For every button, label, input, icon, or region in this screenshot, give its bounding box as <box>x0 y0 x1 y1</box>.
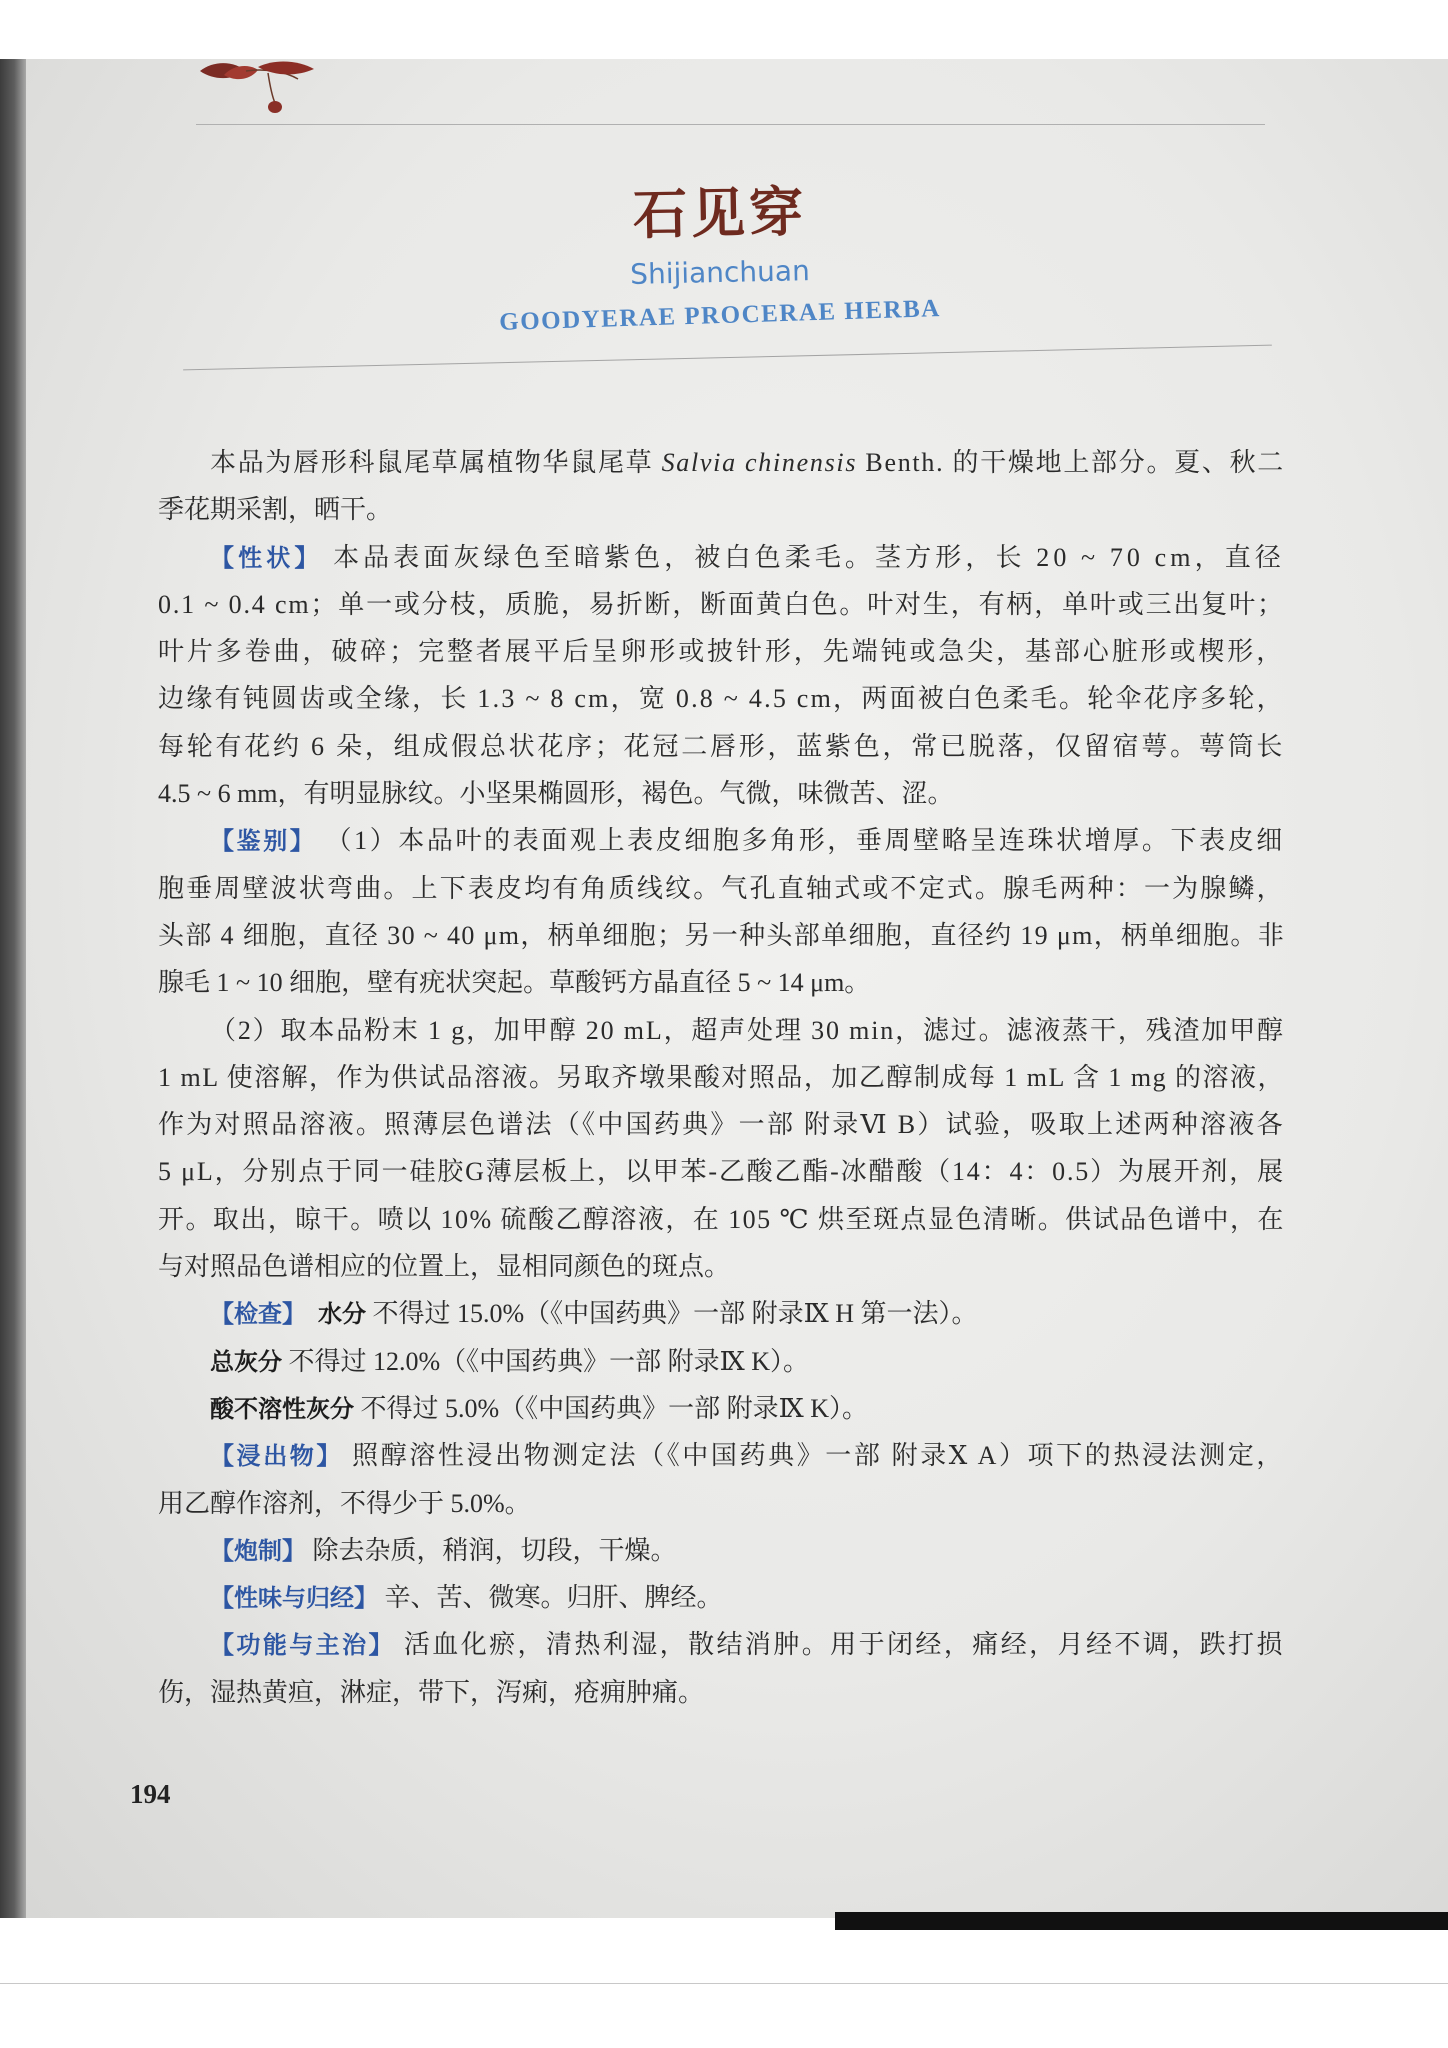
section-label: 【性味与归经】 <box>210 1584 378 1613</box>
section-label: 【浸出物】 <box>210 1442 343 1471</box>
monograph-title: 石见穿 <box>632 179 808 247</box>
text-run: （2）取本品粉末 1 g，加甲醇 20 mL，超声处理 30 min，滤过。滤液蒸干，残渣加甲醇 <box>210 1015 1285 1045</box>
leaf-ornament-icon <box>196 59 321 114</box>
monograph-paragraph <box>158 1432 1285 1527</box>
text-run: 本品表面灰绿色至暗紫色，被白色柔毛。茎方形，长 20 ~ 70 cm，直径 <box>322 542 1285 572</box>
text-line-content <box>158 959 870 1006</box>
page-number: 194 <box>130 1779 171 1809</box>
section-label: 【炮制】 <box>210 1536 306 1565</box>
latin-binomial: Salvia chinensis <box>661 448 858 477</box>
text-line-content <box>158 1669 704 1716</box>
monograph-heading <box>320 59 1120 359</box>
monograph-paragraph <box>158 534 1285 818</box>
monograph-paragraph <box>158 1290 1285 1337</box>
text-run: 不得过 15.0%（《中国药典》一部 附录Ⅸ H 第一法）。 <box>366 1299 978 1329</box>
text-line-content <box>210 1621 1285 1669</box>
text-line-content <box>210 534 1285 582</box>
text-run: 本品为唇形科鼠尾草属植物华鼠尾草 <box>210 448 662 477</box>
text-run: 1 mL 使溶解，作为供试品溶液。另取齐墩果酸对照品，加乙醇制成每 1 mL 含 1 mg 的溶液， <box>158 1062 1286 1092</box>
text-line-content <box>158 486 392 533</box>
text-line-content <box>210 1574 723 1622</box>
text-run: 头部 4 细胞，直径 30 ~ 40 μm，柄单细胞；另一种头部单细胞，直径约 19 μm，柄单细胞。非 <box>158 920 1286 950</box>
monograph-paragraph <box>158 1007 1285 1291</box>
section-label: 【检查】 <box>210 1300 306 1329</box>
text-run: 胞垂周壁波状弯曲。上下表皮均有角质线纹。气孔直轴式或不定式。腺毛两种：一为腺鳞， <box>158 873 1285 903</box>
text-line-content <box>210 1338 809 1386</box>
text-line <box>158 1480 1285 1527</box>
text-line-content <box>158 770 954 817</box>
text-line-content <box>158 865 1285 912</box>
item-term: 酸不溶性灰分 <box>210 1394 354 1423</box>
text-line <box>158 1338 1285 1385</box>
item-term: 水分 <box>318 1300 366 1329</box>
book-spine-edge <box>0 59 26 1918</box>
text-run: 作为对照品溶液。照薄层色谱法（《中国药典》一部 附录Ⅵ B）试验，吸取上述两种溶液各 <box>158 1110 1285 1140</box>
text-line <box>158 581 1285 628</box>
scan-separator-line <box>0 1983 1448 1984</box>
text-line <box>158 959 1285 1006</box>
text-run: 叶片多卷曲，破碎；完整者展平后呈卵形或披针形，先端钝或急尖，基部心脏形或楔形， <box>158 637 1286 667</box>
text-line <box>158 1243 1285 1290</box>
text-line <box>158 439 1285 486</box>
text-run: 用乙醇作溶剂，不得少于 5.0%。 <box>158 1488 531 1518</box>
text-line-content <box>210 1007 1285 1054</box>
text-run: 活血化瘀，清热利湿，散结消肿。用于闭经，痛经，月经不调，跌打损 <box>394 1630 1285 1660</box>
section-label: 【性状】 <box>210 543 323 572</box>
text-line <box>158 817 1285 864</box>
text-run: 边缘有钝圆齿或全缘，长 1.3 ~ 8 cm，宽 0.8 ~ 4.5 cm，两面被白色柔毛。轮伞花序多轮， <box>158 684 1285 714</box>
text-line <box>158 675 1285 722</box>
text-line-content <box>158 1054 1285 1101</box>
monograph-body <box>158 439 1285 1716</box>
text-line <box>158 770 1285 817</box>
text-line <box>158 1574 1285 1621</box>
item-term: 总灰分 <box>210 1347 282 1376</box>
text-line <box>158 1621 1285 1668</box>
text-run: 不得过 5.0%（《中国药典》一部 附录Ⅸ K）。 <box>354 1393 869 1423</box>
text-run: 与对照品色谱相应的位置上，显相同颜色的斑点。 <box>158 1252 731 1282</box>
text-line <box>158 1385 1285 1432</box>
text-line <box>158 1290 1285 1337</box>
monograph-paragraph <box>158 1385 1285 1432</box>
section-label: 【功能与主治】 <box>210 1631 395 1660</box>
section-label: 【鉴别】 <box>210 827 317 856</box>
text-line-content <box>158 1196 1285 1243</box>
text-line <box>158 1148 1285 1195</box>
monograph-paragraph <box>158 817 1285 1006</box>
text-line-content <box>158 1243 730 1290</box>
text-line-content <box>210 439 1285 486</box>
text-run: 照醇溶性浸出物测定法（《中国药典》一部 附录Ⅹ A）项下的热浸法测定， <box>343 1441 1285 1471</box>
text-run: 除去杂质，稍润，切段，干燥。 <box>306 1535 677 1565</box>
text-line-content <box>158 912 1285 959</box>
text-run: 辛、苦、微寒。归肝、脾经。 <box>378 1583 723 1613</box>
text-line <box>158 1054 1285 1101</box>
text-run: 季花期采割，晒干。 <box>158 495 393 525</box>
text-line <box>158 1101 1285 1148</box>
monograph-paragraph <box>158 1574 1285 1621</box>
text-line-content <box>158 628 1285 675</box>
text-line <box>158 723 1285 770</box>
text-line <box>158 628 1285 675</box>
text-line-content <box>210 1527 677 1575</box>
text-run: Benth. 的干燥地上部分。夏、秋二 <box>857 448 1286 477</box>
text-line-content <box>210 1385 868 1433</box>
text-line <box>158 1432 1285 1479</box>
text-run: 4.5 ~ 6 mm，有明显脉纹。小坚果椭圆形，褐色。气微，味微苦、涩。 <box>158 779 954 809</box>
text-line-content <box>210 1290 978 1338</box>
text-run: （1）本品叶的表面观上表皮细胞多角形，垂周壁略呈连珠状增厚。下表皮细 <box>316 826 1285 856</box>
text-line-content <box>158 675 1285 722</box>
scan-edge-bar <box>835 1912 1448 1930</box>
text-line-content <box>158 581 1285 628</box>
text-line-content <box>210 1432 1285 1480</box>
text-run: 腺毛 1 ~ 10 细胞，壁有疣状突起。草酸钙方晶直径 5 ~ 14 μm。 <box>158 968 871 998</box>
text-line <box>158 486 1285 533</box>
text-line-content <box>158 1148 1285 1195</box>
text-line <box>158 865 1285 912</box>
text-run: 每轮有花约 6 朵，组成假总状花序；花冠二唇形，蓝紫色，常已脱落，仅留宿萼。萼筒长 <box>158 731 1286 761</box>
text-run: 开。取出，晾干。喷以 10% 硫酸乙醇溶液，在 105 ℃ 烘至斑点显色清晰。供试品色谱中，在 <box>158 1204 1285 1234</box>
text-run: 不得过 12.0%（《中国药典》一部 附录Ⅸ K）。 <box>282 1346 810 1376</box>
text-line <box>158 1007 1285 1054</box>
text-run: 伤，湿热黄疸，淋症，带下，泻痢，疮痈肿痛。 <box>158 1677 705 1707</box>
text-line <box>158 912 1285 959</box>
text-line-content <box>158 1101 1285 1148</box>
text-line-content <box>210 817 1285 865</box>
text-line-content <box>158 1480 531 1527</box>
monograph-paragraph <box>158 1621 1285 1716</box>
monograph-paragraph <box>158 1338 1285 1385</box>
text-run: 0.1 ~ 0.4 cm；单一或分枝，质脆，易折断，断面黄白色。叶对生，有柄，单叶或三出复叶； <box>158 589 1285 619</box>
text-run: 5 μL，分别点于同一硅胶G薄层板上，以甲苯-乙酸乙酯-冰醋酸（14：4：0.5）为展开剂，展 <box>158 1157 1285 1187</box>
pinyin-name: Shijianchuan <box>629 254 811 291</box>
text-line-content <box>158 723 1285 770</box>
monograph-paragraph <box>158 1527 1285 1574</box>
text-line <box>158 1196 1285 1243</box>
text-line <box>158 1527 1285 1574</box>
book-page <box>0 59 1448 1918</box>
latin-name: GOODYERAE PROCERAE HERBA <box>498 295 942 336</box>
text-line <box>158 1669 1285 1716</box>
text-line <box>158 534 1285 581</box>
monograph-paragraph <box>158 439 1285 534</box>
